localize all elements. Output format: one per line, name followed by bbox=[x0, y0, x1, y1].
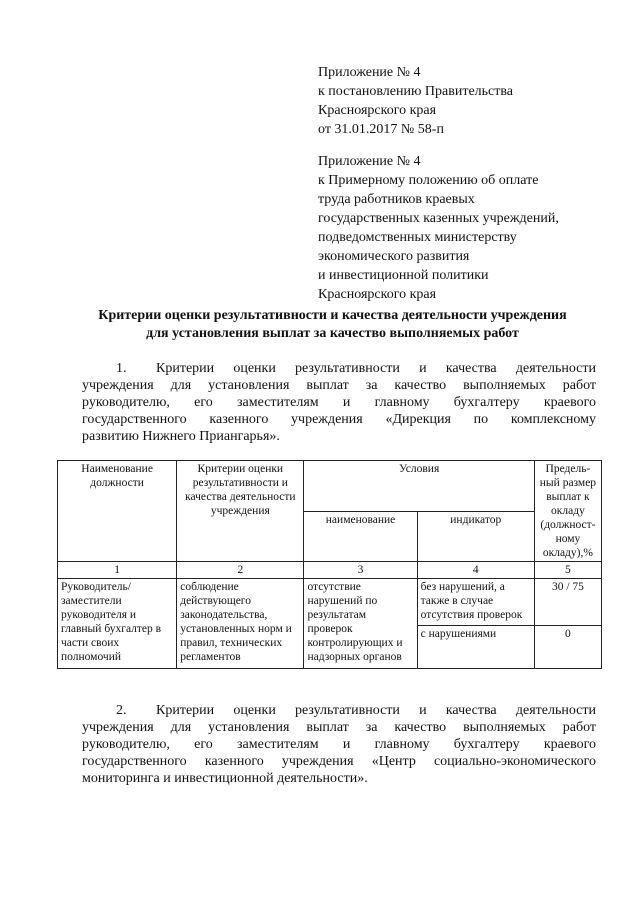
column-number: 1 bbox=[58, 562, 177, 579]
title-line: для установления выплат за качество выполняемых работ bbox=[146, 326, 519, 341]
column-number: 3 bbox=[304, 562, 417, 579]
header-line: труда работников краевых bbox=[318, 192, 475, 207]
paragraph-line: государственного казенного учреждения «Дирекция по комплексному bbox=[82, 412, 596, 427]
header-condition-name: наименование bbox=[304, 511, 417, 562]
cell-indicator-no-violations: без нарушений, а также в случае отсутствия проверок bbox=[417, 579, 534, 626]
header-max-size: Предель-ный размер выплат к окладу (должност-ному окладу),% bbox=[534, 461, 601, 562]
header-line: от 31.01.2017 № 58-п bbox=[318, 122, 444, 137]
paragraph-number: 1. bbox=[116, 361, 127, 376]
paragraph-2 bbox=[82, 702, 596, 787]
column-number: 5 bbox=[534, 562, 601, 579]
column-number: 2 bbox=[177, 562, 304, 579]
paragraph-text: Критерии оценки результативности и качества деятельности bbox=[156, 361, 596, 376]
paragraph-number: 2. bbox=[116, 703, 127, 718]
cell-value-no-violations: 30 / 75 bbox=[534, 579, 601, 626]
paragraph-line: руководителю, его заместителям и главному бухгалтеру краевого bbox=[82, 737, 596, 752]
header-line: государственных казенных учреждений, bbox=[318, 211, 559, 226]
cell-condition-name: отсутствие нарушений по результатам проверок контролирующих и надзорных органов bbox=[304, 579, 417, 669]
paragraph-line: учреждения для установления выплат за качество выполняемых работ bbox=[82, 720, 596, 735]
appendix-header-government bbox=[318, 63, 618, 139]
criteria-table bbox=[57, 460, 602, 669]
header-line: к постановлению Правительства bbox=[318, 84, 514, 99]
paragraph-1 bbox=[82, 360, 596, 445]
paragraph-line bbox=[82, 702, 596, 719]
header-line: экономического развития bbox=[318, 249, 470, 264]
paragraph-line bbox=[82, 360, 596, 377]
table-row bbox=[58, 579, 602, 626]
paragraph-text: Критерии оценки результативности и качества деятельности bbox=[156, 703, 596, 718]
column-number-row bbox=[58, 562, 602, 579]
header-line: Приложение № 4 bbox=[318, 154, 421, 169]
header-line: к Примерному положению об оплате bbox=[318, 173, 539, 188]
paragraph-line: государственного казенного учреждения «Центр социально-экономического bbox=[82, 754, 596, 769]
cell-position: Руководитель/ заместители руководителя и главный бухгалтер в части своих полномочий bbox=[58, 579, 177, 669]
header-position: Наименование должности bbox=[58, 461, 177, 562]
header-conditions: Условия bbox=[304, 461, 534, 512]
cell-criteria: соблюдение действующего законодательства, установленных норм и правил, технических регламентов bbox=[177, 579, 304, 669]
paragraph-line: развитию Нижнего Приангарья». bbox=[82, 429, 280, 444]
header-line: Красноярского края bbox=[318, 287, 437, 302]
header-line: Приложение № 4 bbox=[318, 65, 421, 80]
header-line: и инвестиционной политики bbox=[318, 268, 489, 283]
header-indicator: индикатор bbox=[417, 511, 534, 562]
header-line: подведомственных министерству bbox=[318, 230, 517, 245]
header-criteria: Критерии оценки результативности и качества деятельности учреждения bbox=[177, 461, 304, 562]
cell-indicator-violations: с нарушениями bbox=[417, 626, 534, 669]
document-title bbox=[60, 307, 605, 343]
paragraph-line: руководителю, его заместителям и главному бухгалтеру краевого bbox=[82, 395, 596, 410]
table-header-row bbox=[58, 461, 602, 512]
appendix-header-regulation bbox=[318, 152, 618, 304]
cell-value-violations: 0 bbox=[534, 626, 601, 669]
column-number: 4 bbox=[417, 562, 534, 579]
header-line: Красноярского края bbox=[318, 103, 437, 118]
title-line: Критерии оценки результативности и качества деятельности учреждения bbox=[98, 308, 567, 323]
paragraph-line: учреждения для установления выплат за качество выполняемых работ bbox=[82, 378, 596, 393]
paragraph-line: мониторинга и инвестиционной деятельности». bbox=[82, 771, 368, 786]
